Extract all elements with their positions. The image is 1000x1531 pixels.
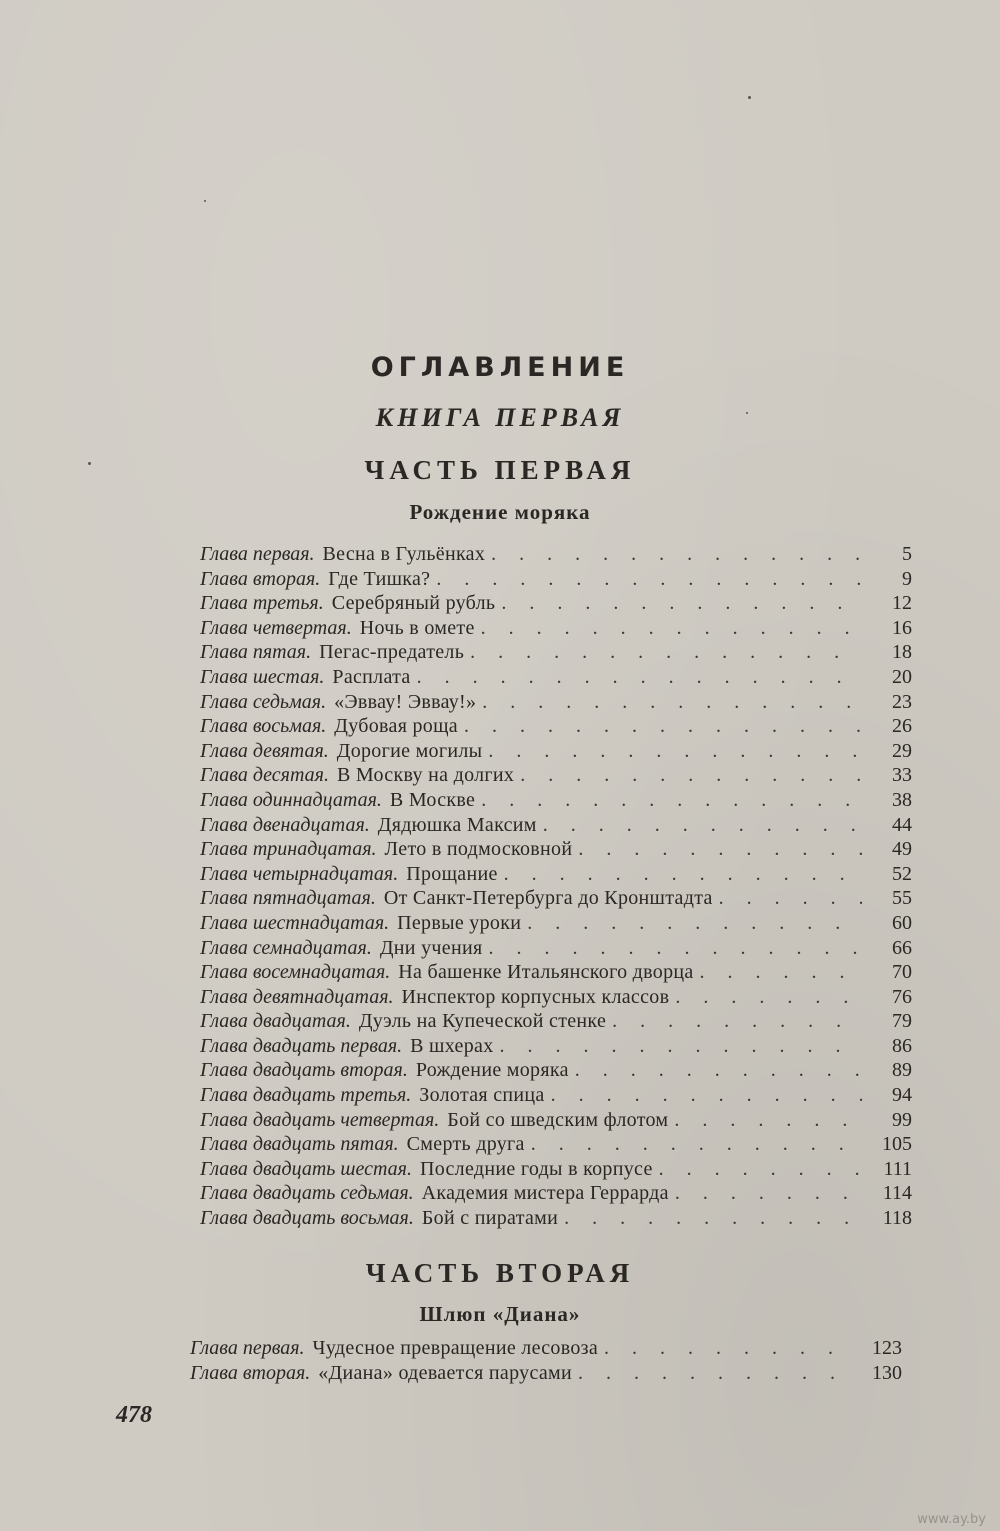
dot-leader <box>491 542 862 567</box>
chapter-page-number: 130 <box>872 1361 902 1384</box>
dot-leader <box>604 1336 852 1361</box>
toc-entry <box>200 739 912 764</box>
chapter-title: Пегас-предатель <box>319 641 465 664</box>
dot-leader <box>531 1132 862 1157</box>
toc-entry <box>200 813 912 838</box>
chapter-number: Глава девятая. <box>200 739 329 762</box>
toc-entry <box>200 960 912 985</box>
chapter-number: Глава двадцать седьмая. <box>200 1182 414 1205</box>
chapter-number: Глава первая. <box>190 1337 305 1359</box>
toc-entry <box>200 985 912 1010</box>
chapter-page-number: 44 <box>892 813 912 836</box>
chapter-title: Где Тишка? <box>328 567 431 590</box>
toc-entry <box>200 936 912 961</box>
chapter-page-number: 76 <box>892 985 912 1008</box>
paper-speck <box>204 200 206 202</box>
dot-leader <box>464 714 862 739</box>
chapter-title: Бой с пиратами <box>421 1207 559 1230</box>
chapter-page-number: 38 <box>892 788 912 811</box>
chapter-number: Глава первая. <box>200 543 315 565</box>
dot-leader <box>578 837 862 862</box>
part-one-heading: ЧАСТЬ ПЕРВАЯ <box>364 455 636 485</box>
toc-entry <box>190 1361 902 1386</box>
chapter-title: Чудесное превращение лесовоза <box>312 1337 599 1359</box>
dot-leader <box>482 690 862 715</box>
dot-leader <box>551 1083 862 1108</box>
toc-entry <box>200 542 912 567</box>
chapter-title: Рождение моряка <box>415 1059 569 1082</box>
chapter-title: В Москву на долгих <box>336 764 515 787</box>
dot-leader <box>527 911 862 936</box>
part-two-heading: ЧАСТЬ ВТОРАЯ <box>365 1258 635 1288</box>
chapter-number: Глава третья. <box>200 592 324 615</box>
chapter-number: Глава четырнадцатая. <box>200 862 399 885</box>
chapter-number: Глава седьмая. <box>200 690 327 713</box>
chapter-number: Глава двадцатая. <box>200 1010 351 1033</box>
chapter-title: «Диана» одевается парусами <box>318 1361 572 1384</box>
dot-leader <box>564 1206 862 1231</box>
toc-entry <box>200 763 912 788</box>
chapter-title: Весна в Гульёнках <box>322 543 486 565</box>
chapter-number: Глава семнадцатая. <box>200 936 372 959</box>
chapter-title: Серебряный рубль <box>331 592 496 615</box>
chapter-number: Глава двадцать четвертая. <box>200 1108 440 1131</box>
toc-entry <box>200 690 912 715</box>
dot-leader <box>543 813 862 838</box>
paper-speck <box>88 462 91 465</box>
toc-entry <box>200 788 912 813</box>
chapter-title: Первые уроки <box>397 911 522 934</box>
dot-leader <box>488 739 862 764</box>
toc-entry <box>200 837 912 862</box>
chapter-page-number: 12 <box>892 592 912 615</box>
toc-entry <box>200 1083 912 1108</box>
chapter-title: Дорогие могилы <box>336 739 483 762</box>
toc-entry <box>190 1336 902 1361</box>
chapter-title: Золотая спица <box>419 1084 545 1107</box>
chapter-number: Глава шестая. <box>200 665 325 688</box>
chapter-page-number: 105 <box>882 1133 912 1156</box>
chapter-page-number: 26 <box>892 715 912 738</box>
toc-entry <box>200 640 912 665</box>
dot-leader <box>675 985 862 1010</box>
chapter-number: Глава девятнадцатая. <box>200 985 394 1008</box>
chapter-page-number: 70 <box>892 961 912 984</box>
toc-entry <box>200 1058 912 1083</box>
dot-leader <box>700 960 862 985</box>
chapter-title: От Санкт-Петербурга до Кронштадта <box>383 887 713 910</box>
chapter-title: Ночь в омете <box>359 616 475 639</box>
page-number: 478 <box>116 1402 152 1428</box>
chapter-number: Глава тринадцатая. <box>200 838 377 861</box>
chapter-title: Дубовая роща <box>334 715 458 738</box>
chapter-page-number: 94 <box>892 1084 912 1107</box>
chapter-page-number: 5 <box>902 543 912 565</box>
chapter-page-number: 111 <box>883 1157 912 1180</box>
chapter-number: Глава двадцать восьмая. <box>200 1207 414 1230</box>
toc-entry <box>200 862 912 887</box>
chapter-page-number: 23 <box>892 690 912 713</box>
chapter-number: Глава двенадцатая. <box>200 813 370 836</box>
toc-entry <box>200 591 912 616</box>
chapter-title: В шхерах <box>410 1034 494 1057</box>
chapter-number: Глава двадцать первая. <box>200 1034 403 1057</box>
chapter-title: Прощание <box>406 862 498 885</box>
chapter-title: Дни учения <box>379 936 483 959</box>
dot-leader <box>500 1034 862 1059</box>
toc-entry <box>200 567 912 592</box>
chapter-title: Последние годы в корпусе <box>419 1157 653 1180</box>
chapter-title: Бой со шведским флотом <box>447 1108 669 1131</box>
paper-speck <box>748 96 751 99</box>
watermark: www.ay.by <box>917 1512 986 1527</box>
part-one-subtitle: Рождение моряка <box>409 500 591 524</box>
chapter-page-number: 89 <box>892 1059 912 1082</box>
dot-leader <box>575 1058 862 1083</box>
chapter-page-number: 52 <box>892 862 912 885</box>
dot-leader <box>675 1181 862 1206</box>
part-two-subtitle: Шлюп «Диана» <box>419 1302 581 1326</box>
chapter-number: Глава пятнадцатая. <box>200 887 376 910</box>
contents-heading: ОГЛАВЛЕНИЕ <box>370 352 630 383</box>
toc-entry <box>200 886 912 911</box>
chapter-page-number: 16 <box>892 616 912 639</box>
dot-leader <box>436 567 862 592</box>
dot-leader <box>481 788 862 813</box>
chapter-number: Глава вторая. <box>200 567 321 590</box>
chapter-number: Глава восьмая. <box>200 715 327 738</box>
toc-entry <box>200 911 912 936</box>
chapter-page-number: 18 <box>892 641 912 664</box>
toc-entry <box>200 1206 912 1231</box>
chapter-number: Глава десятая. <box>200 764 329 787</box>
chapter-number: Глава четвертая. <box>200 616 352 639</box>
chapter-title: Лето в подмосковной <box>384 838 573 861</box>
chapter-page-number: 118 <box>882 1207 912 1230</box>
chapter-page-number: 114 <box>882 1182 912 1205</box>
toc-entry <box>200 1108 912 1133</box>
chapter-title: Дуэль на Купеческой стенке <box>358 1010 607 1033</box>
chapter-title: Расплата <box>332 665 411 688</box>
book-heading: КНИГА ПЕРВАЯ <box>375 403 625 432</box>
chapter-number: Глава двадцать шестая. <box>200 1157 412 1180</box>
chapter-title: Инспектор корпусных классов <box>401 985 670 1008</box>
dot-leader <box>719 886 862 911</box>
dot-leader <box>504 862 862 887</box>
chapter-page-number: 9 <box>902 567 912 590</box>
chapter-title: «Эввау! Эввау!» <box>334 690 477 713</box>
chapter-page-number: 29 <box>892 739 912 762</box>
dot-leader <box>674 1108 862 1133</box>
paper-speck <box>746 412 748 414</box>
chapter-page-number: 60 <box>892 911 912 934</box>
dot-leader <box>481 616 862 641</box>
chapter-number: Глава двадцать третья. <box>200 1084 412 1107</box>
toc-entry <box>200 1009 912 1034</box>
toc-entry <box>200 665 912 690</box>
toc-entry <box>200 1034 912 1059</box>
chapter-number: Глава одиннадцатая. <box>200 788 382 811</box>
toc-entry <box>200 1181 912 1206</box>
part-one-toc-list <box>200 542 912 1231</box>
toc-entry <box>200 714 912 739</box>
chapter-page-number: 20 <box>892 665 912 688</box>
chapter-page-number: 66 <box>892 936 912 959</box>
chapter-title: В Москве <box>389 788 476 811</box>
chapter-page-number: 55 <box>892 887 912 910</box>
dot-leader <box>470 640 862 665</box>
dot-leader <box>501 591 862 616</box>
dot-leader <box>488 936 862 961</box>
chapter-number: Глава вторая. <box>190 1361 311 1384</box>
chapter-title: Дядюшка Максим <box>377 813 537 836</box>
chapter-title: Смерть друга <box>406 1133 525 1156</box>
chapter-number: Глава пятая. <box>200 641 312 664</box>
toc-entry <box>200 1157 912 1182</box>
chapter-page-number: 123 <box>872 1337 902 1359</box>
dot-leader <box>417 665 862 690</box>
dot-leader <box>578 1361 852 1386</box>
chapter-page-number: 33 <box>892 764 912 787</box>
toc-entry <box>200 616 912 641</box>
chapter-page-number: 49 <box>892 838 912 861</box>
part-two-toc-list <box>190 1336 902 1385</box>
dot-leader <box>612 1009 862 1034</box>
chapter-number: Глава двадцать пятая. <box>200 1133 399 1156</box>
chapter-title: Академия мистера Геррарда <box>421 1182 669 1205</box>
dot-leader <box>520 763 862 788</box>
chapter-page-number: 86 <box>892 1034 912 1057</box>
chapter-page-number: 79 <box>892 1010 912 1033</box>
chapter-number: Глава восемнадцатая. <box>200 961 391 984</box>
chapter-page-number: 99 <box>892 1108 912 1131</box>
chapter-title: На башенке Итальянского дворца <box>398 961 694 984</box>
chapter-number: Глава двадцать вторая. <box>200 1059 408 1082</box>
dot-leader <box>659 1157 862 1182</box>
toc-entry <box>200 1132 912 1157</box>
chapter-number: Глава шестнадцатая. <box>200 911 390 934</box>
